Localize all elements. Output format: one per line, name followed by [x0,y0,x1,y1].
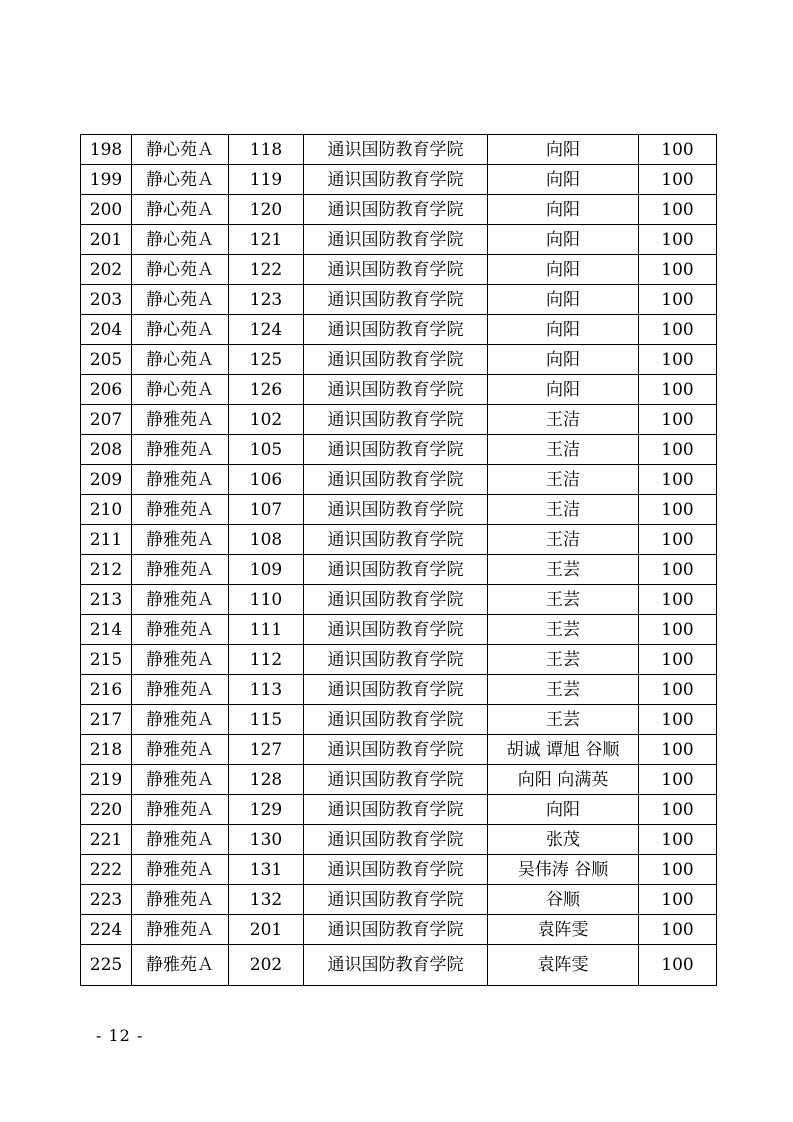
table-row [81,255,717,285]
cell-score: 100 [639,495,717,525]
table-row [81,285,717,315]
cell-college: 通识国防教育学院 [304,705,488,735]
cell-person: 向阳 [488,285,639,315]
cell-building: 静雅苑Ａ [132,525,229,555]
table-row [81,945,717,986]
cell-building: 静心苑Ａ [132,225,229,255]
cell-score: 100 [639,765,717,795]
cell-college: 通识国防教育学院 [304,345,488,375]
cell-building: 静心苑Ａ [132,195,229,225]
table-row [81,165,717,195]
table-row [81,345,717,375]
cell-number: 201 [81,225,132,255]
cell-person: 向阳 [488,135,639,165]
cell-person: 张茂 [488,825,639,855]
cell-person: 王芸 [488,705,639,735]
cell-room: 111 [229,615,304,645]
cell-room: 113 [229,675,304,705]
cell-college: 通识国防教育学院 [304,255,488,285]
cell-score: 100 [639,315,717,345]
cell-room: 106 [229,465,304,495]
cell-number: 220 [81,795,132,825]
cell-college: 通识国防教育学院 [304,495,488,525]
cell-room: 124 [229,315,304,345]
cell-room: 126 [229,375,304,405]
cell-building: 静心苑Ａ [132,165,229,195]
cell-number: 205 [81,345,132,375]
table-row [81,195,717,225]
cell-building: 静雅苑Ａ [132,825,229,855]
cell-building: 静雅苑Ａ [132,465,229,495]
cell-building: 静心苑Ａ [132,315,229,345]
cell-person: 吴伟涛 谷顺 [488,855,639,885]
cell-room: 129 [229,795,304,825]
cell-number: 204 [81,315,132,345]
cell-person: 向阳 向满英 [488,765,639,795]
cell-person: 向阳 [488,165,639,195]
cell-number: 207 [81,405,132,435]
cell-college: 通识国防教育学院 [304,555,488,585]
cell-person: 向阳 [488,795,639,825]
cell-score: 100 [639,285,717,315]
cell-room: 110 [229,585,304,615]
cell-college: 通识国防教育学院 [304,585,488,615]
cell-building: 静雅苑Ａ [132,735,229,765]
cell-room: 109 [229,555,304,585]
cell-number: 224 [81,915,132,945]
cell-score: 100 [639,615,717,645]
table-row [81,615,717,645]
cell-score: 100 [639,855,717,885]
cell-number: 209 [81,465,132,495]
cell-college: 通识国防教育学院 [304,435,488,465]
table-row [81,465,717,495]
cell-number: 210 [81,495,132,525]
cell-person: 王洁 [488,435,639,465]
cell-room: 130 [229,825,304,855]
cell-room: 123 [229,285,304,315]
cell-number: 212 [81,555,132,585]
cell-building: 静雅苑Ａ [132,915,229,945]
cell-person: 王芸 [488,585,639,615]
cell-room: 122 [229,255,304,285]
cell-room: 125 [229,345,304,375]
cell-college: 通识国防教育学院 [304,765,488,795]
cell-score: 100 [639,945,717,986]
cell-score: 100 [639,645,717,675]
cell-college: 通识国防教育学院 [304,225,488,255]
cell-score: 100 [639,255,717,285]
cell-score: 100 [639,915,717,945]
table-row [81,585,717,615]
cell-college: 通识国防教育学院 [304,285,488,315]
cell-person: 袁阵雯 [488,915,639,945]
cell-person: 王芸 [488,615,639,645]
table-row [81,765,717,795]
cell-score: 100 [639,405,717,435]
cell-score: 100 [639,345,717,375]
cell-building: 静雅苑Ａ [132,795,229,825]
cell-person: 王芸 [488,645,639,675]
cell-building: 静雅苑Ａ [132,705,229,735]
cell-score: 100 [639,435,717,465]
cell-score: 100 [639,375,717,405]
table-row [81,825,717,855]
cell-room: 115 [229,705,304,735]
cell-person: 王芸 [488,555,639,585]
cell-score: 100 [639,795,717,825]
cell-building: 静心苑Ａ [132,285,229,315]
cell-building: 静雅苑Ａ [132,645,229,675]
cell-college: 通识国防教育学院 [304,525,488,555]
table-row [81,555,717,585]
cell-room: 127 [229,735,304,765]
cell-number: 225 [81,945,132,986]
cell-number: 219 [81,765,132,795]
cell-building: 静雅苑Ａ [132,495,229,525]
cell-number: 216 [81,675,132,705]
table-row [81,315,717,345]
cell-number: 208 [81,435,132,465]
cell-number: 223 [81,885,132,915]
cell-room: 105 [229,435,304,465]
cell-room: 202 [229,945,304,986]
cell-building: 静雅苑Ａ [132,885,229,915]
cell-person: 谷顺 [488,885,639,915]
cell-room: 121 [229,225,304,255]
cell-person: 向阳 [488,345,639,375]
table-row [81,645,717,675]
cell-person: 胡诚 谭旭 谷顺 [488,735,639,765]
cell-number: 202 [81,255,132,285]
cell-number: 222 [81,855,132,885]
cell-number: 221 [81,825,132,855]
cell-room: 131 [229,855,304,885]
table-row [81,705,717,735]
table-row [81,135,717,165]
cell-person: 向阳 [488,195,639,225]
cell-score: 100 [639,195,717,225]
cell-college: 通识国防教育学院 [304,885,488,915]
cell-room: 112 [229,645,304,675]
cell-score: 100 [639,825,717,855]
cell-number: 217 [81,705,132,735]
cell-building: 静雅苑Ａ [132,945,229,986]
cell-college: 通识国防教育学院 [304,645,488,675]
cell-college: 通识国防教育学院 [304,615,488,645]
cell-college: 通识国防教育学院 [304,795,488,825]
table-row [81,855,717,885]
page-number: - 12 - [96,1026,144,1045]
cell-score: 100 [639,735,717,765]
table-row [81,735,717,765]
cell-number: 199 [81,165,132,195]
table-row [81,405,717,435]
cell-number: 203 [81,285,132,315]
cell-person: 袁阵雯 [488,945,639,986]
cell-building: 静雅苑Ａ [132,855,229,885]
cell-college: 通识国防教育学院 [304,465,488,495]
cell-score: 100 [639,165,717,195]
cell-room: 102 [229,405,304,435]
table-row [81,495,717,525]
cell-building: 静雅苑Ａ [132,675,229,705]
cell-building: 静心苑Ａ [132,375,229,405]
table-row [81,675,717,705]
cell-building: 静心苑Ａ [132,255,229,285]
cell-college: 通识国防教育学院 [304,735,488,765]
cell-building: 静雅苑Ａ [132,405,229,435]
cell-score: 100 [639,465,717,495]
table-row [81,795,717,825]
cell-score: 100 [639,555,717,585]
cell-number: 214 [81,615,132,645]
cell-person: 向阳 [488,375,639,405]
cell-building: 静心苑Ａ [132,345,229,375]
cell-building: 静雅苑Ａ [132,585,229,615]
cell-number: 213 [81,585,132,615]
cell-college: 通识国防教育学院 [304,375,488,405]
cell-room: 107 [229,495,304,525]
cell-college: 通识国防教育学院 [304,195,488,225]
cell-room: 132 [229,885,304,915]
cell-person: 王洁 [488,525,639,555]
cell-college: 通识国防教育学院 [304,855,488,885]
table-row [81,375,717,405]
cell-building: 静雅苑Ａ [132,555,229,585]
cell-number: 215 [81,645,132,675]
cell-room: 120 [229,195,304,225]
cell-number: 211 [81,525,132,555]
cell-number: 206 [81,375,132,405]
cell-score: 100 [639,885,717,915]
cell-building: 静心苑Ａ [132,135,229,165]
cell-score: 100 [639,675,717,705]
cell-room: 201 [229,915,304,945]
cell-score: 100 [639,525,717,555]
cell-person: 王洁 [488,465,639,495]
cell-number: 198 [81,135,132,165]
cell-person: 王洁 [488,405,639,435]
cell-number: 200 [81,195,132,225]
cell-building: 静雅苑Ａ [132,765,229,795]
table-body [81,135,717,986]
cell-number: 218 [81,735,132,765]
cell-person: 向阳 [488,255,639,285]
table-row [81,435,717,465]
cell-score: 100 [639,225,717,255]
cell-college: 通识国防教育学院 [304,675,488,705]
cell-building: 静雅苑Ａ [132,435,229,465]
cell-college: 通识国防教育学院 [304,315,488,345]
table-row [81,915,717,945]
cell-room: 108 [229,525,304,555]
cell-score: 100 [639,705,717,735]
table-row [81,225,717,255]
cell-college: 通识国防教育学院 [304,405,488,435]
cell-college: 通识国防教育学院 [304,135,488,165]
cell-building: 静雅苑Ａ [132,615,229,645]
cell-score: 100 [639,135,717,165]
cell-college: 通识国防教育学院 [304,945,488,986]
cell-room: 118 [229,135,304,165]
cell-room: 119 [229,165,304,195]
cell-college: 通识国防教育学院 [304,915,488,945]
cell-score: 100 [639,585,717,615]
cell-person: 王芸 [488,675,639,705]
table-row [81,885,717,915]
cell-person: 王洁 [488,495,639,525]
cell-person: 向阳 [488,315,639,345]
table-row [81,525,717,555]
cell-person: 向阳 [488,225,639,255]
dormitory-score-table [80,134,717,986]
cell-college: 通识国防教育学院 [304,165,488,195]
cell-room: 128 [229,765,304,795]
cell-college: 通识国防教育学院 [304,825,488,855]
